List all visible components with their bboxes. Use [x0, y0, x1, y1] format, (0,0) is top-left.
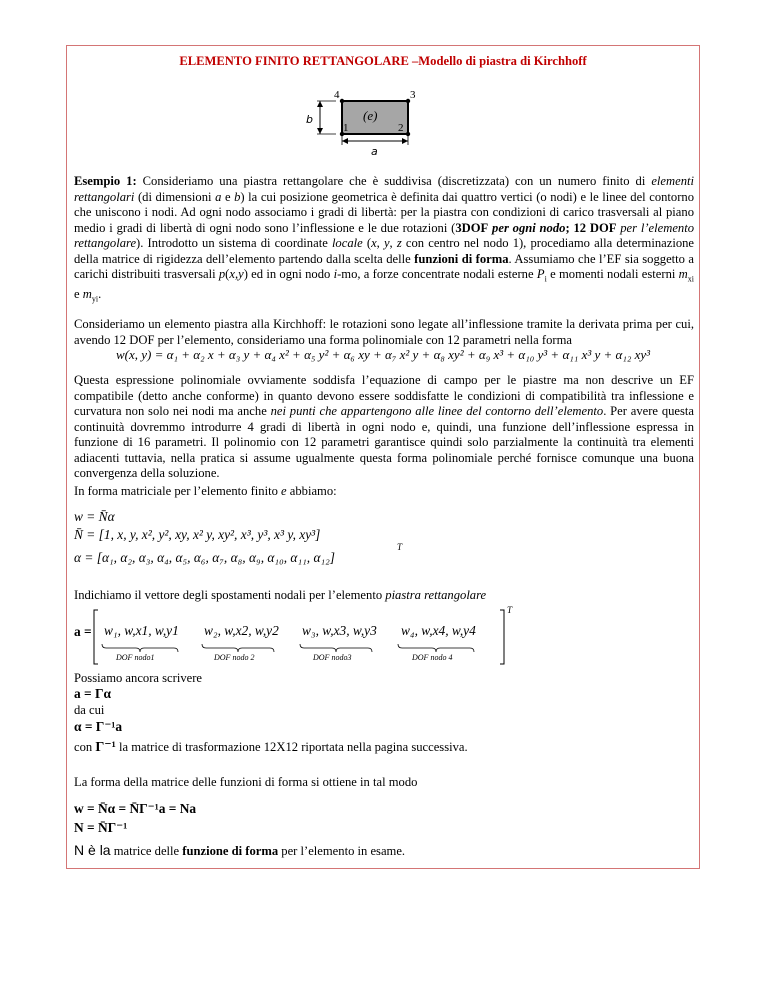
paragraph-da-cui: da cui — [74, 703, 105, 717]
vector-a-lhs: a = — [74, 624, 92, 639]
page-title: ELEMENTO FINITO RETTANGOLARE –Modello di piastra di Kirchhoff — [179, 54, 587, 68]
brace-label-2: DOF nodo 2 — [214, 653, 255, 662]
node-label-3: 3 — [410, 89, 416, 101]
paragraph-example: Esempio 1: Consideriamo una piastra rettangolare che è suddivisa (discretizzata) con un numero finito di elementi rettangolari (di dimensioni a e b) la cui posizione geometrica è definita dai quattro vertici (o nodi) e le linee del contorno che uniscono i nodi. Ad ogni nodo associamo i gradi di libertà: per la piastra con condizioni di carico trasversali al piano medio i gradi di libertà di ogni nodo sono l’inflessione e le due rotazioni (3DOF per ogni nodo; 12 DOF per l’elemento rettangolare). Introdotto un sistema di coordinate locale (x, y, z con centro nel nodo 1), procediamo alla determinazione della matrice di rigidezza dell’elemento partendo dalla scelta delle funzioni di forma. Assumiamo che l’EF sia soggetto a carichi distribuiti trasversali p(x,y) ed in ogni nodo i-mo, a forze concentrate nodali esterne $P_i$ e momenti nodali esterni $m_{xi}$ e $m_{yi}$. — [74, 174, 695, 304]
node-2 — [406, 132, 410, 136]
paragraph-con: con Γ⁻¹ la matrice di trasformazione 12X12 riportata nella pagina successiva. — [74, 740, 468, 755]
paragraph-possiamo: Possiamo ancora scrivere — [74, 671, 202, 685]
brace-node2 — [202, 644, 274, 652]
eq-w-nalpha: w = N̄α — [74, 509, 115, 524]
paragraph-conclusion: N è la matrice delle funzione di forma per l’elemento in esame. — [74, 842, 406, 858]
paragraph-matrix-intro: In forma matriciale per l’elemento finito e abbiamo: — [74, 484, 337, 498]
eq-w-final: w = N̄α = N̄Γ⁻¹a = Na — [74, 801, 197, 816]
node-4 — [340, 99, 344, 103]
eq-a-gamma: a = Γα — [74, 686, 112, 701]
paragraph-nodal-vector: Indichiamo il vettore degli spostamenti nodali per l’elemento piastra rettangolare — [74, 588, 487, 602]
element-label: (e) — [363, 108, 378, 123]
polynomial-equation: w(x, y) = α₁ + α₂ x + α₃ y + α₄ x² + α₅ y² + α₆ xy + α₇ x² y + α₈ xy² + α₉ x³ + α₁₀ y³ + α₁₁ x³ y + α₁₂ xy³ — [116, 347, 651, 362]
element-figure — [300, 88, 440, 158]
paragraph-shape-matrix: La forma della matrice delle funzioni di forma si ottiene in tal modo — [74, 775, 418, 789]
eq-alpha: α = [α₁, α₂, α₃, α₄, α₅, α₆, α₇, α₈, α₉, α₁₀, α₁₁, α₁₂] — [74, 550, 336, 565]
dim-b-label: b — [306, 113, 313, 126]
brace-label-4: DOF nodo 4 — [412, 653, 453, 662]
node-label-1: 1 — [343, 122, 349, 134]
eq-alpha-transpose: T — [397, 542, 403, 552]
vector-a-group-3: w₃, w,x3, w,y3 — [302, 623, 377, 638]
vector-a-group-1: w₁, w,x1, w,y1 — [104, 623, 179, 638]
brace-node4 — [398, 644, 474, 652]
dim-a-label: a — [371, 145, 378, 158]
paragraph-compatibility: Questa espressione polinomiale ovviamente soddisfa l’equazione di campo per le piastre ma non descrive un EF compatibile (detto anche conforme) in quanto devono essere soddisfatte le condizioni di compatibilità tra inflessione e curvatura non solo nei nodi ma anche nei punti che appartengono alle linee del contorno dell’elemento. Per avere questa continuità dovremmo introdurre 4 gradi di libertà in ogni nodo e, quindi, una funzione dell’inflessione espressa in funzione di 16 parametri. Il polinomio con 12 parametri garantisce quindi solo parzialmente la continuità tra elementi adiacenti tuttavia, nella pratica si assume ugualmente questa forma polinomiale perché fornisce comunque una buona convergenza della soluzione. — [74, 373, 694, 480]
brace-label-3: DOF nodo3 — [313, 653, 352, 662]
paragraph-kirchhoff: Consideriamo un elemento piastra alla Kirchhoff: le rotazioni sono legate all’inflessione tramite la derivata prima per cui, avendo 12 DOF per l’elemento, consideriamo una forma polinomiale con 12 parametri nella forma — [74, 317, 694, 347]
eq-n-final: N = N̄Γ⁻¹ — [74, 820, 128, 835]
vector-a-transpose: T — [507, 605, 513, 615]
vector-a-group-4: w₄, w,x4, w,y4 — [401, 623, 476, 638]
brace-node1 — [102, 644, 178, 652]
eq-alpha-gamma-inv: α = Γ⁻¹a — [74, 719, 123, 734]
vector-a-group-2: w₂, w,x2, w,y2 — [204, 623, 279, 638]
brace-label-1: DOF nodo1 — [116, 653, 155, 662]
brace-node3 — [300, 644, 372, 652]
node-label-4: 4 — [334, 89, 340, 101]
eq-nbar: N̄ = [1, x, y, x², y², xy, x² y, xy², x³, y³, x³ y, xy³] — [74, 527, 321, 542]
node-label-2: 2 — [398, 122, 404, 134]
